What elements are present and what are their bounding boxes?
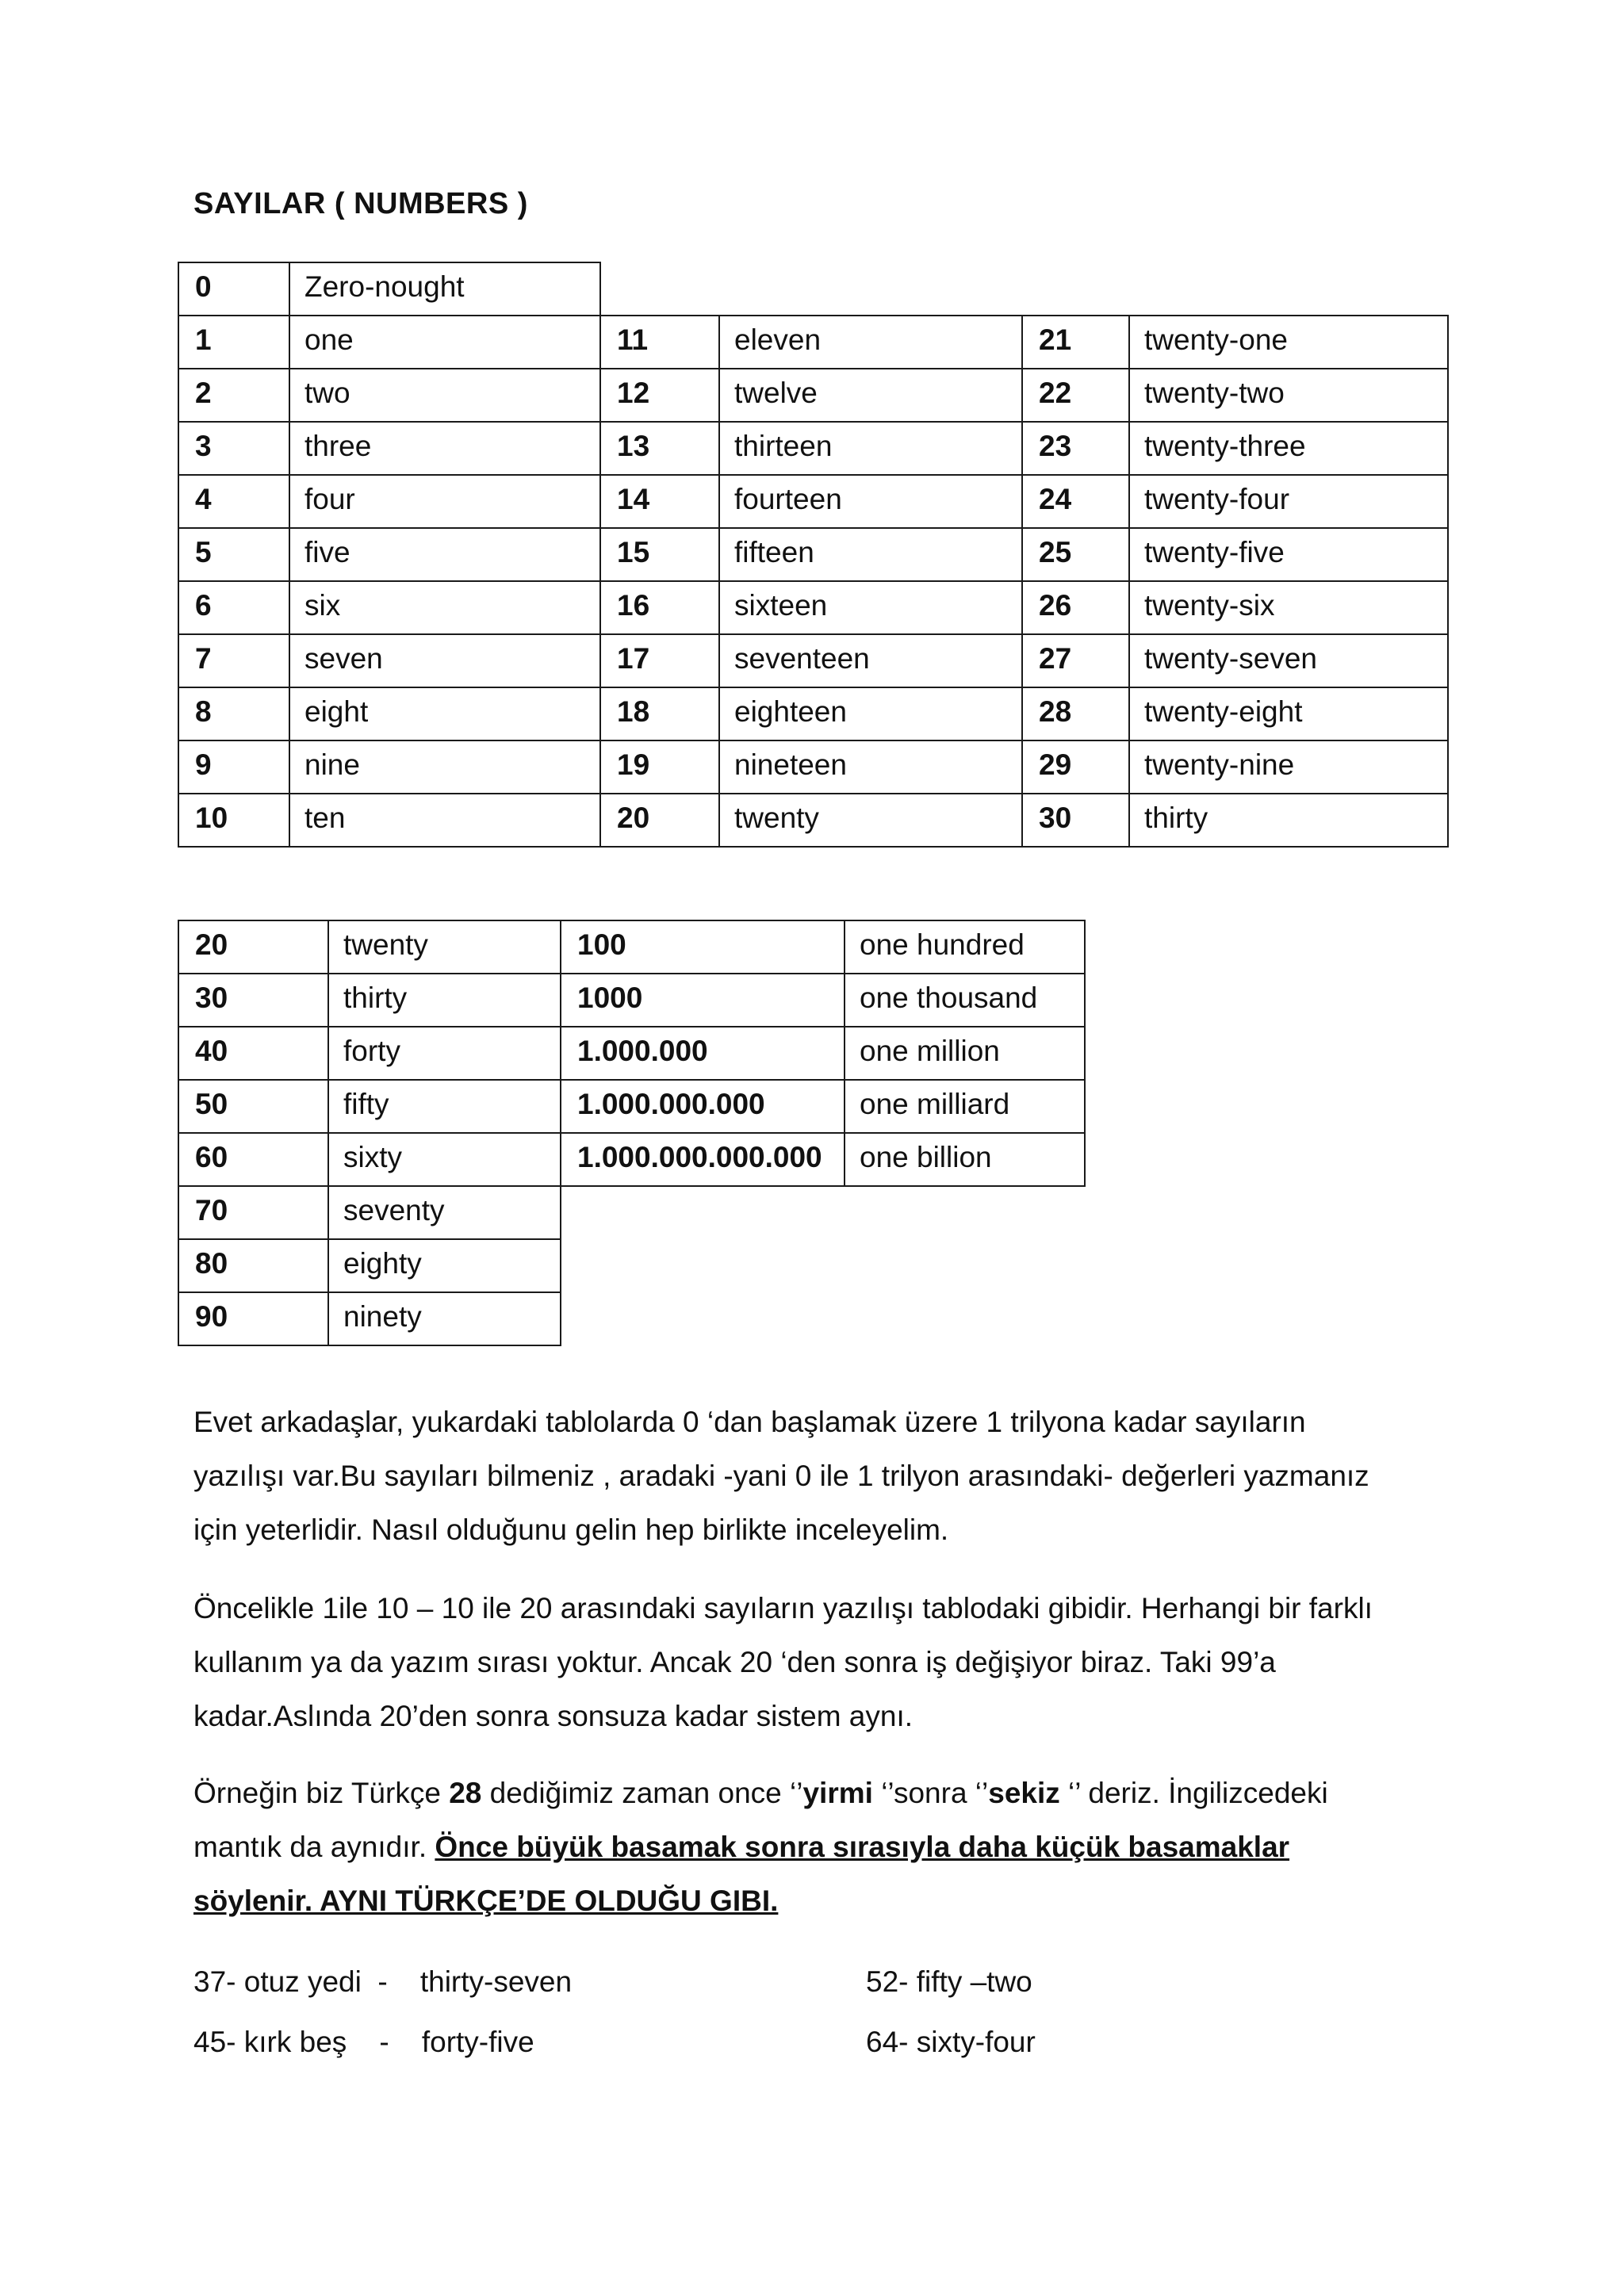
number-cell: 80 <box>178 1239 328 1292</box>
number-cell: 25 <box>1022 528 1129 581</box>
word-cell: twenty-three <box>1129 422 1448 475</box>
paragraph-explanation <box>193 1582 1446 1743</box>
number-cell: 22 <box>1022 369 1129 422</box>
bold-word: sekiz <box>988 1777 1060 1809</box>
word-cell: twenty-two <box>1129 369 1448 422</box>
word-cell: seventy <box>328 1186 561 1239</box>
number-cell: 30 <box>1022 794 1129 847</box>
word-cell: ninety <box>328 1292 561 1345</box>
word-cell: five <box>289 528 600 581</box>
word-cell: twenty <box>328 920 561 974</box>
word-cell: fifteen <box>719 528 1022 581</box>
table-row <box>178 1186 1085 1239</box>
table-row <box>178 422 1448 475</box>
table-row <box>178 974 1085 1027</box>
table-row <box>178 687 1448 740</box>
text-line: Öncelikle 1ile 10 – 10 ile 20 arasındaki sayıların yazılışı tablodaki gibidir. Herhangi bir farklı <box>193 1592 1373 1624</box>
word-cell: one <box>289 316 600 369</box>
word-cell: twenty-five <box>1129 528 1448 581</box>
number-cell: 6 <box>178 581 289 634</box>
number-cell: 10 <box>178 794 289 847</box>
number-cell: 90 <box>178 1292 328 1345</box>
number-cell: 0 <box>178 262 289 316</box>
emphasis-text: Önce büyük basamak sonra sırasıyla daha küçük basamaklar <box>435 1831 1290 1863</box>
number-cell: 26 <box>1022 581 1129 634</box>
text-line <box>193 1874 1446 1928</box>
example-item: 45- kırk beş - forty-five <box>193 2026 534 2058</box>
number-cell: 50 <box>178 1080 328 1133</box>
word-cell: twenty-four <box>1129 475 1448 528</box>
word-cell: eighty <box>328 1239 561 1292</box>
number-cell: 7 <box>178 634 289 687</box>
table-row <box>178 528 1448 581</box>
number-cell: 20 <box>178 920 328 974</box>
number-cell: 19 <box>600 740 719 794</box>
word-cell: sixty <box>328 1133 561 1186</box>
word-cell: twenty-seven <box>1129 634 1448 687</box>
number-cell: 8 <box>178 687 289 740</box>
examples-left <box>193 1952 572 2072</box>
text-run: mantık da aynıdır. <box>193 1831 435 1863</box>
number-cell: 28 <box>1022 687 1129 740</box>
text-run: ‘’ deriz. İngilizcedeki <box>1059 1777 1328 1809</box>
table-row <box>178 1292 1085 1345</box>
number-cell: 1 <box>178 316 289 369</box>
bold-word: yirmi <box>802 1777 873 1809</box>
empty-cell <box>561 1186 845 1239</box>
table-row <box>178 794 1448 847</box>
table-row <box>178 369 1448 422</box>
example-item: 37- otuz yedi - thirty-seven <box>193 1965 573 1998</box>
empty-cell <box>561 1292 845 1345</box>
number-cell: 1000 <box>561 974 845 1027</box>
word-cell: sixteen <box>719 581 1022 634</box>
word-cell: four <box>289 475 600 528</box>
word-cell: twenty <box>719 794 1022 847</box>
number-cell: 24 <box>1022 475 1129 528</box>
word-cell: eight <box>289 687 600 740</box>
table-row <box>178 262 1448 316</box>
number-cell: 60 <box>178 1133 328 1186</box>
word-cell: one million <box>845 1027 1085 1080</box>
number-cell: 13 <box>600 422 719 475</box>
word-cell: eighteen <box>719 687 1022 740</box>
number-cell: 29 <box>1022 740 1129 794</box>
text-line <box>193 1820 1446 1874</box>
text-line: için yeterlidir. Nasıl olduğunu gelin hep birlikte inceleyelim. <box>193 1513 949 1546</box>
numbers-table-tens-large <box>178 920 1086 1346</box>
word-cell: two <box>289 369 600 422</box>
empty-cell <box>1129 262 1448 316</box>
number-cell: 14 <box>600 475 719 528</box>
table-row <box>178 1239 1085 1292</box>
number-cell: 1.000.000.000 <box>561 1080 845 1133</box>
empty-cell <box>845 1292 1085 1345</box>
empty-cell <box>845 1186 1085 1239</box>
table-row <box>178 1027 1085 1080</box>
word-cell: thirty <box>1129 794 1448 847</box>
word-cell: one thousand <box>845 974 1085 1027</box>
number-cell: 4 <box>178 475 289 528</box>
number-cell: 27 <box>1022 634 1129 687</box>
word-cell: one milliard <box>845 1080 1085 1133</box>
number-cell: 3 <box>178 422 289 475</box>
text-run: dediğimiz zaman once ‘’ <box>481 1777 803 1809</box>
number-cell: 2 <box>178 369 289 422</box>
word-cell: twenty-one <box>1129 316 1448 369</box>
number-cell: 18 <box>600 687 719 740</box>
text-line: kullanım ya da yazım sırası yoktur. Ancak 20 ‘den sonra iş değişiyor biraz. Taki 99’a <box>193 1646 1276 1678</box>
example-item: 64- sixty-four <box>866 2026 1036 2058</box>
word-cell: seventeen <box>719 634 1022 687</box>
number-cell: 16 <box>600 581 719 634</box>
number-cell: 21 <box>1022 316 1129 369</box>
table-row <box>178 1133 1085 1186</box>
number-cell: 15 <box>600 528 719 581</box>
paragraph-intro <box>193 1395 1446 1557</box>
word-cell: three <box>289 422 600 475</box>
number-cell: 100 <box>561 920 845 974</box>
numbers-table-0-30 <box>178 262 1449 848</box>
paragraph-example <box>193 1766 1446 1928</box>
empty-cell <box>1022 262 1129 316</box>
number-cell: 1.000.000.000.000 <box>561 1133 845 1186</box>
word-cell: twenty-nine <box>1129 740 1448 794</box>
table-row <box>178 316 1448 369</box>
number-cell: 30 <box>178 974 328 1027</box>
table-row <box>178 475 1448 528</box>
number-cell: 9 <box>178 740 289 794</box>
number-cell: 1.000.000 <box>561 1027 845 1080</box>
word-cell: twelve <box>719 369 1022 422</box>
word-cell: one billion <box>845 1133 1085 1186</box>
word-cell: one hundred <box>845 920 1085 974</box>
text-line: yazılışı var.Bu sayıları bilmeniz , aradaki -yani 0 ile 1 trilyon arasındaki- değerleri yazmanız <box>193 1460 1369 1492</box>
page-title: SAYILAR ( NUMBERS ) <box>193 187 528 220</box>
empty-cell <box>561 1239 845 1292</box>
example-item: 52- fifty –two <box>866 1965 1032 1998</box>
word-cell: six <box>289 581 600 634</box>
word-cell: forty <box>328 1027 561 1080</box>
word-cell: twenty-six <box>1129 581 1448 634</box>
table-row <box>178 920 1085 974</box>
word-cell: Zero-nought <box>289 262 600 316</box>
empty-cell <box>845 1239 1085 1292</box>
bold-number: 28 <box>449 1777 482 1809</box>
table-row <box>178 740 1448 794</box>
text-run: Örneğin biz Türkçe <box>193 1777 450 1809</box>
word-cell: nineteen <box>719 740 1022 794</box>
number-cell: 17 <box>600 634 719 687</box>
emphasis-text: söylenir. AYNI TÜRKÇE’DE OLDUĞU GIBI. <box>193 1885 779 1917</box>
number-cell: 5 <box>178 528 289 581</box>
number-cell: 12 <box>600 369 719 422</box>
table-row <box>178 634 1448 687</box>
number-cell: 20 <box>600 794 719 847</box>
text-line <box>193 1766 1446 1820</box>
word-cell: thirty <box>328 974 561 1027</box>
text-line: Evet arkadaşlar, yukardaki tablolarda 0 ‘dan başlamak üzere 1 trilyona kadar sayıların <box>193 1406 1306 1438</box>
number-cell: 70 <box>178 1186 328 1239</box>
number-cell: 40 <box>178 1027 328 1080</box>
text-run: ‘’sonra ‘’ <box>872 1777 989 1809</box>
number-cell: 11 <box>600 316 719 369</box>
examples-right <box>866 1952 1036 2072</box>
empty-cell <box>600 262 719 316</box>
table-row <box>178 581 1448 634</box>
word-cell: ten <box>289 794 600 847</box>
word-cell: fourteen <box>719 475 1022 528</box>
word-cell: seven <box>289 634 600 687</box>
word-cell: nine <box>289 740 600 794</box>
table-row <box>178 1080 1085 1133</box>
word-cell: eleven <box>719 316 1022 369</box>
text-line: kadar.Aslında 20’den sonra sonsuza kadar sistem aynı. <box>193 1700 914 1732</box>
word-cell: twenty-eight <box>1129 687 1448 740</box>
word-cell: fifty <box>328 1080 561 1133</box>
empty-cell <box>719 262 1022 316</box>
word-cell: thirteen <box>719 422 1022 475</box>
number-cell: 23 <box>1022 422 1129 475</box>
